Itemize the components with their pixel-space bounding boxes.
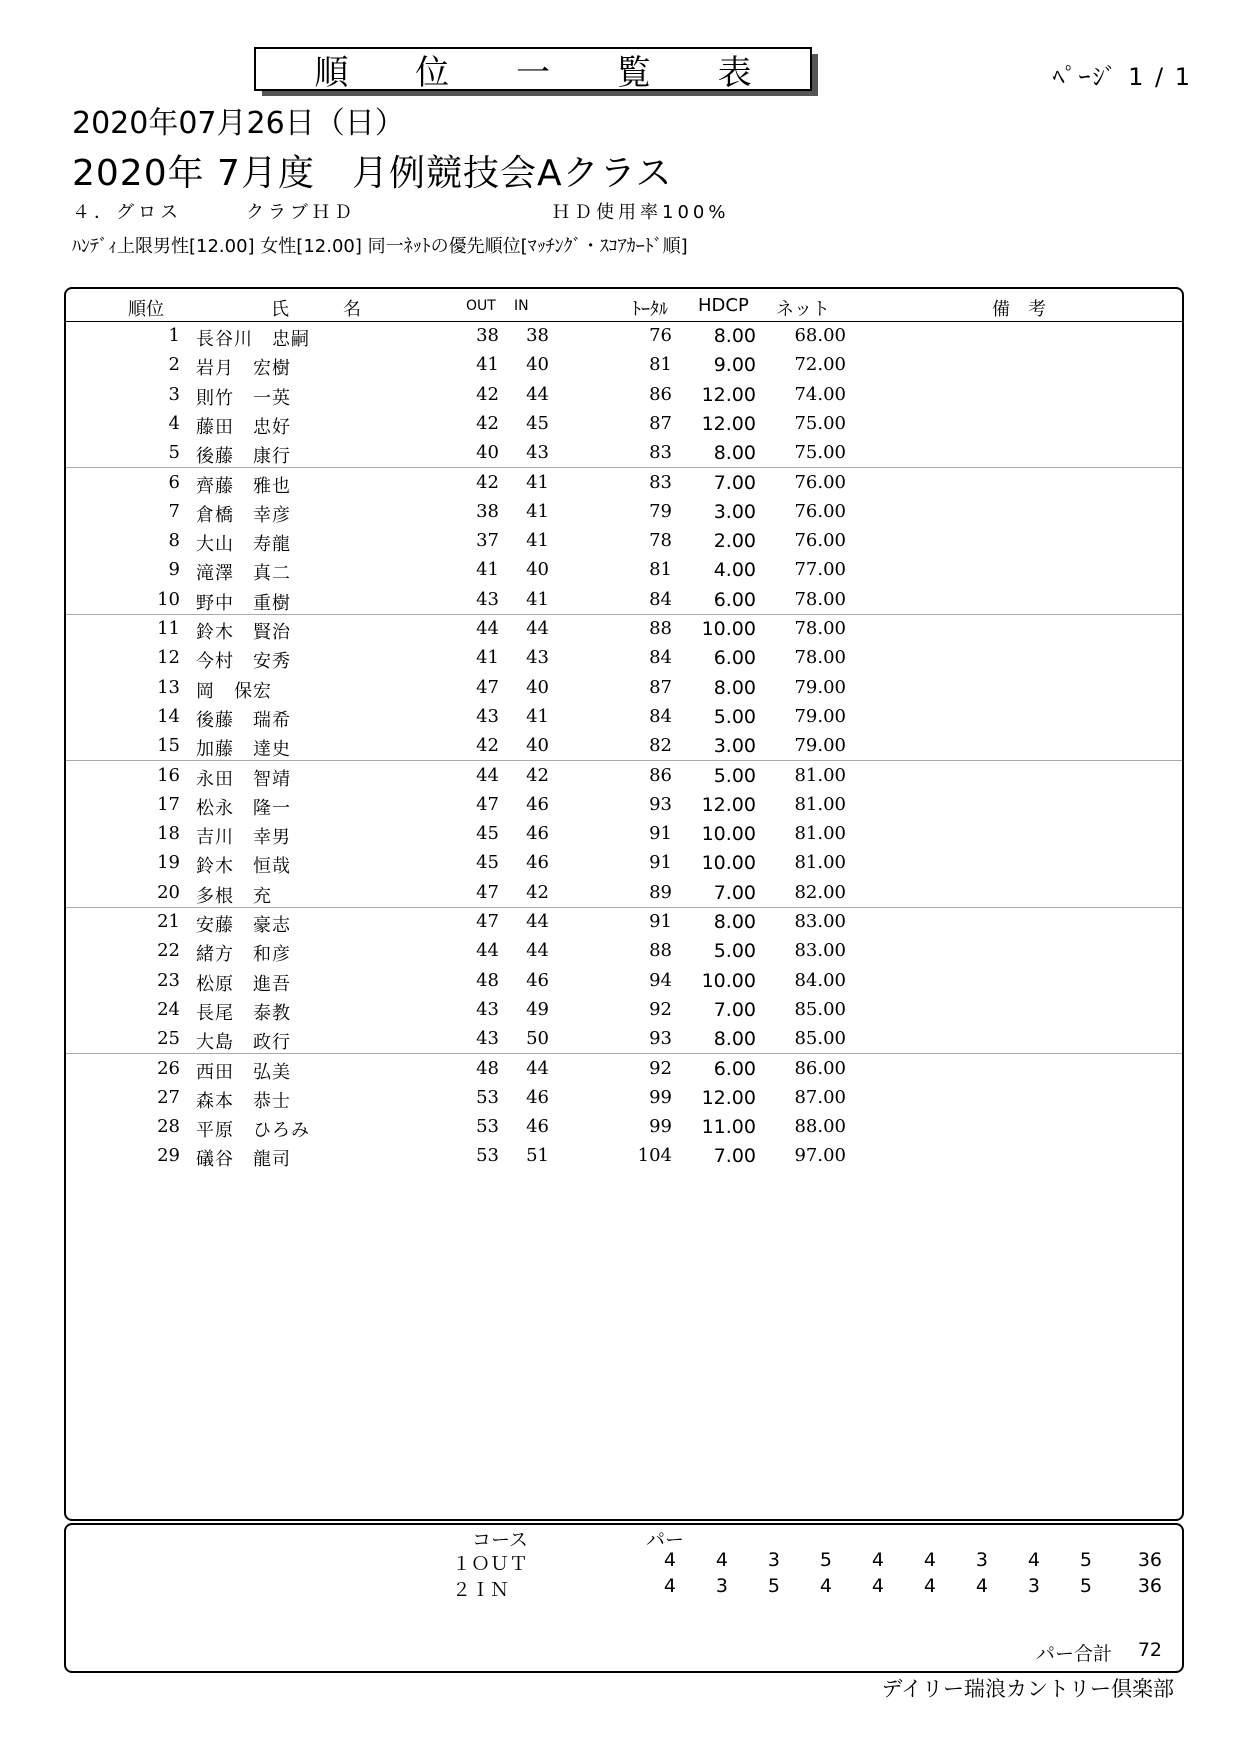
in-cell: 46 [526, 852, 549, 874]
rank-cell: 25 [157, 1028, 180, 1050]
net-cell: 87.00 [794, 1086, 846, 1108]
out-cell: 45 [476, 852, 499, 874]
name-cell: 鈴木 恒哉 [196, 856, 291, 878]
rank-cell: 18 [157, 823, 180, 845]
hdcp-cell: 5.00 [713, 705, 756, 728]
net-cell: 81.00 [794, 852, 846, 874]
out-cell: 44 [476, 940, 499, 962]
event-date: 2020年07月26日（日） [72, 106, 405, 141]
course-label: コース [472, 1529, 529, 1551]
rank-cell: 17 [157, 793, 180, 815]
rank-cell: 8 [168, 530, 180, 552]
net-cell: 79.00 [794, 705, 846, 727]
table-row [66, 409, 1182, 438]
out-cell: 48 [476, 1057, 499, 1079]
name-cell: 則竹 一英 [196, 387, 291, 409]
in-cell: 51 [526, 1145, 549, 1167]
table-row [66, 907, 1182, 936]
hole-par: 4 [975, 1575, 988, 1597]
out-cell: 41 [476, 647, 499, 669]
table-row [66, 936, 1182, 965]
table-row [66, 643, 1182, 672]
in-cell: 44 [526, 1057, 549, 1079]
name-cell: 今村 安秀 [196, 651, 291, 673]
net-cell: 76.00 [794, 471, 846, 493]
name-cell: 吉川 幸男 [196, 827, 291, 849]
in-cell: 44 [526, 383, 549, 405]
title-box [254, 47, 812, 91]
in-cell: 46 [526, 823, 549, 845]
name-cell: 後藤 康行 [196, 446, 291, 468]
hdcp-cell: 12.00 [701, 412, 756, 435]
hole-par: 3 [767, 1549, 780, 1571]
hdcp-cell: 8.00 [713, 325, 756, 347]
name-cell: 緒方 和彦 [196, 944, 291, 966]
table-row [66, 555, 1182, 584]
in-cell: 42 [526, 764, 549, 786]
rank-cell: 7 [168, 500, 180, 522]
hdcp-cell: 12.00 [701, 1086, 756, 1109]
hdcp-cell: 7.00 [713, 471, 756, 494]
total-cell: 99 [649, 1116, 672, 1138]
out-cell: 41 [476, 354, 499, 376]
net-cell: 75.00 [794, 442, 846, 464]
name-cell: 多根 充 [196, 885, 272, 907]
total-cell: 79 [649, 500, 672, 522]
rank-cell: 26 [157, 1057, 180, 1079]
rank-cell: 27 [157, 1086, 180, 1108]
in-cell: 41 [526, 471, 549, 493]
in-cell: 46 [526, 1116, 549, 1138]
out-cell: 44 [476, 618, 499, 639]
rank-cell: 5 [168, 442, 180, 464]
col-rank: 順位 [128, 299, 164, 320]
total-cell: 83 [649, 442, 672, 464]
name-cell: 西田 弘美 [196, 1061, 291, 1083]
net-cell: 82.00 [794, 881, 846, 903]
net-cell: 77.00 [794, 559, 846, 581]
par-label: パー [646, 1529, 685, 1551]
course-name: ２ＩＮ [452, 1579, 510, 1601]
rank-cell: 24 [157, 998, 180, 1020]
name-cell: 長尾 泰教 [196, 1002, 291, 1024]
page-info: ﾍﾟｰｼﾞ 1 / 1 [1052, 63, 1192, 91]
total-cell: 76 [649, 325, 672, 346]
hdcp-cell: 12.00 [701, 793, 756, 816]
net-cell: 68.00 [794, 325, 846, 346]
table-row [66, 438, 1182, 468]
hole-par: 4 [715, 1549, 728, 1571]
in-cell: 41 [526, 588, 549, 610]
rank-cell: 20 [157, 881, 180, 903]
course-name: １ＯＵＴ [452, 1553, 529, 1575]
name-cell: 長谷川 忠嗣 [196, 329, 310, 350]
col-in: IN [514, 298, 529, 314]
total-cell: 91 [649, 823, 672, 845]
name-cell: 大島 政行 [196, 1032, 291, 1054]
in-cell: 50 [526, 1028, 549, 1050]
out-cell: 44 [476, 764, 499, 786]
table-row [66, 526, 1182, 555]
out-cell: 42 [476, 471, 499, 493]
table-row [66, 1024, 1182, 1054]
hdcp-cell: 9.00 [713, 354, 756, 377]
hdcp-cell: 6.00 [713, 588, 756, 611]
net-cell: 76.00 [794, 530, 846, 552]
total-cell: 81 [649, 559, 672, 581]
total-cell: 91 [649, 852, 672, 874]
format-label: ４．グロス [72, 202, 182, 223]
total-cell: 84 [649, 647, 672, 669]
in-cell: 46 [526, 1086, 549, 1108]
net-cell: 84.00 [794, 969, 846, 991]
in-cell: 40 [526, 676, 549, 698]
hole-par: 4 [663, 1549, 676, 1571]
rank-cell: 9 [168, 559, 180, 581]
hdcp-cell: 7.00 [713, 998, 756, 1021]
out-cell: 48 [476, 969, 499, 991]
in-cell: 44 [526, 940, 549, 962]
rank-cell: 4 [168, 412, 180, 434]
table-row [66, 761, 1182, 790]
out-cell: 47 [476, 676, 499, 698]
net-cell: 83.00 [794, 911, 846, 932]
out-cell: 37 [476, 530, 499, 552]
total-cell: 92 [649, 998, 672, 1020]
total-cell: 91 [649, 911, 672, 932]
out-cell: 53 [476, 1145, 499, 1167]
net-cell: 76.00 [794, 500, 846, 522]
col-out: OUT [466, 298, 496, 314]
rank-cell: 11 [157, 618, 180, 639]
rank-cell: 29 [157, 1145, 180, 1167]
hdcp-cell: 6.00 [713, 1057, 756, 1080]
rank-cell: 22 [157, 940, 180, 962]
name-cell: 倉橋 幸彦 [196, 504, 291, 526]
table-row [66, 585, 1182, 615]
total-cell: 104 [637, 1145, 672, 1167]
name-cell: 松原 進吾 [196, 973, 291, 995]
out-cell: 47 [476, 881, 499, 903]
net-cell: 79.00 [794, 735, 846, 757]
hd-rate: ＨＤ使用率100% [552, 202, 730, 223]
out-cell: 43 [476, 1028, 499, 1050]
hole-par: 3 [1027, 1575, 1040, 1597]
in-cell: 40 [526, 735, 549, 757]
table-row [66, 878, 1182, 908]
total-cell: 88 [649, 618, 672, 639]
hdcp-cell: 2.00 [713, 530, 756, 553]
in-cell: 46 [526, 969, 549, 991]
out-cell: 42 [476, 412, 499, 434]
name-cell: 藤田 忠好 [196, 416, 291, 438]
table-row [66, 819, 1182, 848]
hdcp-cell: 10.00 [701, 823, 756, 846]
name-cell: 鈴木 賢治 [196, 622, 291, 643]
net-cell: 97.00 [794, 1145, 846, 1167]
in-cell: 46 [526, 793, 549, 815]
total-cell: 84 [649, 588, 672, 610]
total-cell: 93 [649, 1028, 672, 1050]
table-row [66, 790, 1182, 819]
hdcp-cell: 5.00 [713, 764, 756, 787]
hdcp-cell: 7.00 [713, 1145, 756, 1168]
hdcp-cell: 12.00 [701, 383, 756, 406]
total-cell: 88 [649, 940, 672, 962]
course-par-total: 36 [1137, 1575, 1162, 1597]
hdcp-cell: 10.00 [701, 852, 756, 875]
total-cell: 83 [649, 471, 672, 493]
name-cell: 永田 智靖 [196, 768, 291, 790]
par-total-label: パー合計 [1036, 1643, 1113, 1665]
rank-cell: 2 [168, 354, 180, 376]
net-cell: 79.00 [794, 676, 846, 698]
net-cell: 88.00 [794, 1116, 846, 1138]
hdcp-cell: 7.00 [713, 881, 756, 904]
name-cell: 平原 ひろみ [196, 1120, 310, 1142]
name-cell: 滝澤 真二 [196, 563, 291, 585]
table-row [66, 848, 1182, 877]
net-cell: 86.00 [794, 1057, 846, 1079]
col-hdcp: HDCP [698, 295, 749, 316]
net-cell: 75.00 [794, 412, 846, 434]
table-row [66, 380, 1182, 409]
name-cell: 大山 寿龍 [196, 534, 291, 556]
table-row [66, 1083, 1182, 1112]
handicap-note: ﾊﾝﾃﾞｨ上限男性[12.00] 女性[12.00] 同一ﾈｯﾄの優先順位[ﾏｯﾁﾝｸﾞ・ｽｺｱｶｰﾄﾞ順] [72, 236, 688, 257]
hdcp-cell: 8.00 [713, 676, 756, 699]
hole-par: 4 [923, 1575, 936, 1597]
in-cell: 41 [526, 705, 549, 727]
in-cell: 40 [526, 559, 549, 581]
rank-cell: 16 [157, 764, 180, 786]
in-cell: 43 [526, 442, 549, 464]
par-total-value: 72 [1137, 1639, 1162, 1661]
out-cell: 42 [476, 383, 499, 405]
name-cell: 礒谷 龍司 [196, 1149, 291, 1171]
total-cell: 82 [649, 735, 672, 757]
course-par-total: 36 [1137, 1549, 1162, 1571]
rank-cell: 19 [157, 852, 180, 874]
out-cell: 43 [476, 588, 499, 610]
net-cell: 74.00 [794, 383, 846, 405]
hole-par: 4 [819, 1575, 832, 1597]
total-cell: 86 [649, 383, 672, 405]
name-cell: 岩月 宏樹 [196, 358, 291, 380]
hole-par: 4 [871, 1549, 884, 1571]
hdcp-cell: 8.00 [713, 1028, 756, 1051]
hole-par: 4 [663, 1575, 676, 1597]
table-row [66, 468, 1182, 497]
net-cell: 85.00 [794, 1028, 846, 1050]
hdcp-cell: 8.00 [713, 442, 756, 465]
net-cell: 83.00 [794, 940, 846, 962]
col-net: ネット [776, 299, 830, 320]
hole-par: 5 [819, 1549, 832, 1571]
col-name: 氏 名 [271, 299, 361, 320]
hole-par: 4 [871, 1575, 884, 1597]
course-par-panel [64, 1523, 1184, 1673]
hdcp-cell: 3.00 [713, 735, 756, 758]
rank-cell: 10 [157, 588, 180, 610]
out-cell: 45 [476, 823, 499, 845]
out-cell: 53 [476, 1086, 499, 1108]
hole-par: 3 [715, 1575, 728, 1597]
total-cell: 89 [649, 881, 672, 903]
hole-par: 3 [975, 1549, 988, 1571]
format-line [72, 198, 792, 222]
rank-cell: 28 [157, 1116, 180, 1138]
in-cell: 38 [526, 325, 549, 346]
table-row [66, 673, 1182, 702]
net-cell: 81.00 [794, 823, 846, 845]
name-cell: 岡 保宏 [196, 680, 272, 702]
rank-cell: 23 [157, 969, 180, 991]
table-row [66, 321, 1182, 350]
rank-cell: 15 [157, 735, 180, 757]
table-row [66, 1112, 1182, 1141]
out-cell: 47 [476, 911, 499, 932]
table-row [66, 497, 1182, 526]
hdcp-cell: 6.00 [713, 647, 756, 670]
rank-cell: 3 [168, 383, 180, 405]
page-title: 順 位 一 覧 表 [314, 52, 780, 93]
hole-par: 5 [1079, 1549, 1092, 1571]
in-cell: 44 [526, 618, 549, 639]
out-cell: 40 [476, 442, 499, 464]
name-cell: 加藤 達史 [196, 739, 291, 761]
out-cell: 47 [476, 793, 499, 815]
total-cell: 94 [649, 969, 672, 991]
table-row [66, 614, 1182, 643]
col-remarks: 備 考 [992, 299, 1046, 320]
name-cell: 後藤 瑞希 [196, 709, 291, 731]
net-cell: 78.00 [794, 588, 846, 610]
in-cell: 42 [526, 881, 549, 903]
total-cell: 86 [649, 764, 672, 786]
results-table [64, 287, 1184, 1521]
net-cell: 85.00 [794, 998, 846, 1020]
table-row [66, 702, 1182, 731]
table-row [66, 1141, 1182, 1170]
net-cell: 81.00 [794, 793, 846, 815]
hole-par: 5 [1079, 1575, 1092, 1597]
name-cell: 森本 恭士 [196, 1090, 291, 1112]
hole-par: 5 [767, 1575, 780, 1597]
out-cell: 43 [476, 998, 499, 1020]
net-cell: 72.00 [794, 354, 846, 376]
event-title: 2020年 7月度 月例競技会Aクラス [72, 153, 673, 194]
out-cell: 42 [476, 735, 499, 757]
hole-par: 4 [923, 1549, 936, 1571]
col-total: ﾄｰﾀﾙ [632, 299, 668, 320]
rank-cell: 21 [157, 911, 180, 932]
in-cell: 41 [526, 530, 549, 552]
hd-label: クラブＨＤ [246, 202, 356, 223]
hdcp-cell: 10.00 [701, 618, 756, 640]
name-cell: 松永 隆一 [196, 797, 291, 819]
hole-par: 4 [1027, 1549, 1040, 1571]
net-cell: 78.00 [794, 647, 846, 669]
hdcp-cell: 8.00 [713, 911, 756, 933]
in-cell: 45 [526, 412, 549, 434]
table-row [66, 966, 1182, 995]
total-cell: 78 [649, 530, 672, 552]
in-cell: 44 [526, 911, 549, 932]
name-cell: 齊藤 雅也 [196, 475, 291, 497]
table-row [66, 995, 1182, 1024]
total-cell: 87 [649, 412, 672, 434]
in-cell: 49 [526, 998, 549, 1020]
name-cell: 野中 重樹 [196, 592, 291, 614]
hdcp-cell: 11.00 [701, 1116, 756, 1139]
club-name: デイリー瑞浪カントリー倶楽部 [881, 1677, 1174, 1701]
table-header [66, 289, 1182, 322]
out-cell: 43 [476, 705, 499, 727]
out-cell: 38 [476, 325, 499, 346]
total-cell: 92 [649, 1057, 672, 1079]
out-cell: 38 [476, 500, 499, 522]
total-cell: 81 [649, 354, 672, 376]
in-cell: 43 [526, 647, 549, 669]
net-cell: 81.00 [794, 764, 846, 786]
net-cell: 78.00 [794, 618, 846, 639]
total-cell: 99 [649, 1086, 672, 1108]
hdcp-cell: 10.00 [701, 969, 756, 992]
rank-cell: 13 [157, 676, 180, 698]
hdcp-cell: 5.00 [713, 940, 756, 963]
total-cell: 93 [649, 793, 672, 815]
out-cell: 41 [476, 559, 499, 581]
table-row [66, 1054, 1182, 1083]
out-cell: 53 [476, 1116, 499, 1138]
total-cell: 84 [649, 705, 672, 727]
total-cell: 87 [649, 676, 672, 698]
rank-cell: 14 [157, 705, 180, 727]
name-cell: 安藤 豪志 [196, 915, 291, 936]
hdcp-cell: 3.00 [713, 500, 756, 523]
rank-cell: 12 [157, 647, 180, 669]
rank-cell: 6 [168, 471, 180, 493]
hdcp-cell: 4.00 [713, 559, 756, 582]
table-row [66, 350, 1182, 379]
in-cell: 40 [526, 354, 549, 376]
in-cell: 41 [526, 500, 549, 522]
table-row [66, 731, 1182, 761]
rank-cell: 1 [168, 325, 180, 346]
